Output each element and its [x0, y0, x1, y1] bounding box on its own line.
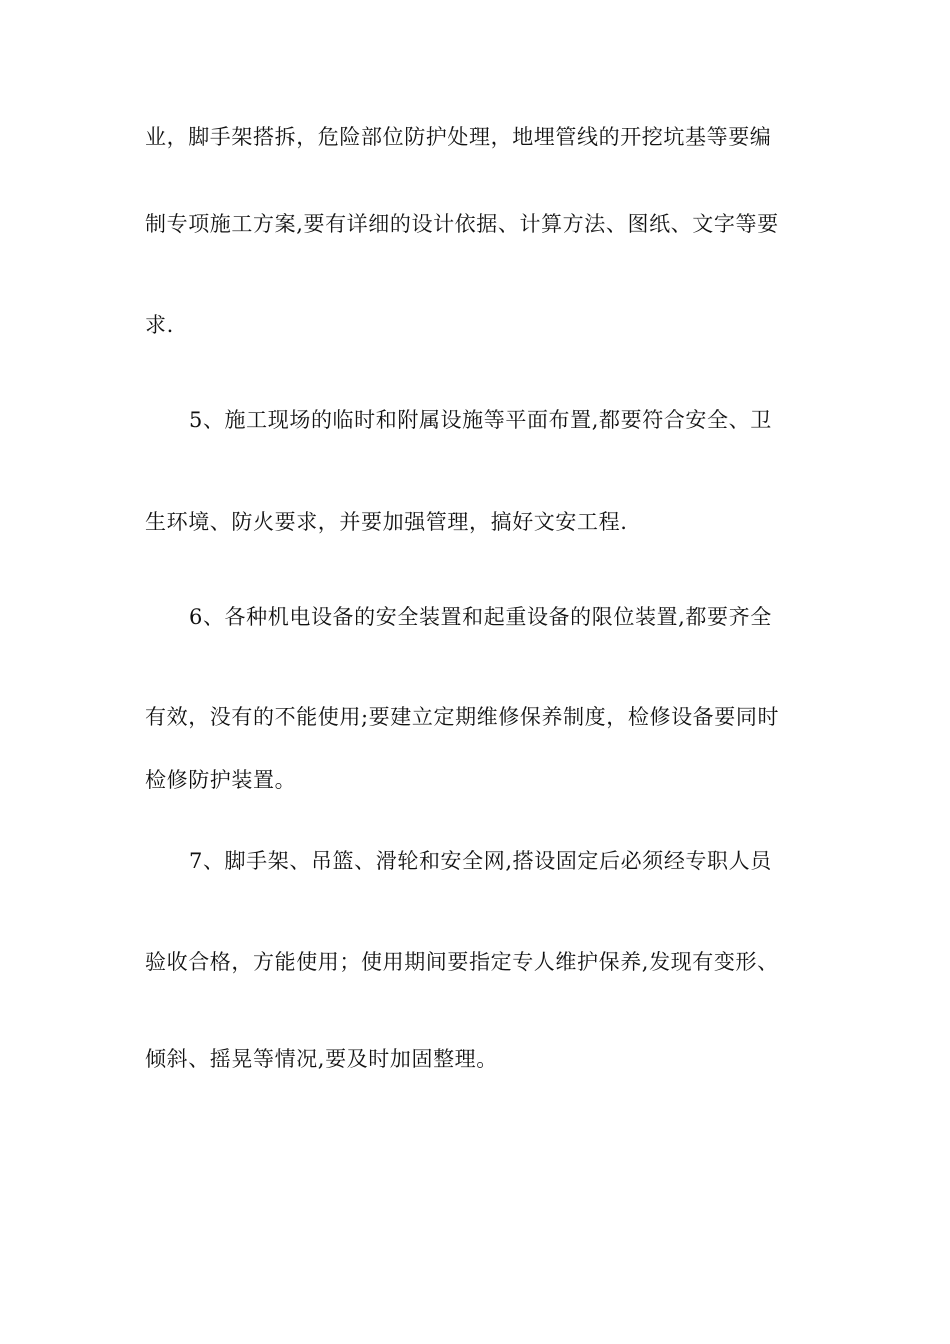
text-line: 倾斜、摇晃等情况,要及时加固整理。 — [145, 1047, 498, 1071]
text-line: 检修防护装置。 — [145, 768, 297, 792]
paragraph-5-first-line: 5、施工现场的临时和附属设施等平面布置,都要符合安全、卫 — [189, 408, 772, 432]
text-line: 业，脚手架搭拆，危险部位防护处理，地埋管线的开挖坑基等要编 — [145, 125, 772, 149]
text-line: 验收合格，方能使用；使用期间要指定专人维护保养,发现有变形、 — [145, 950, 779, 974]
text-line: 生环境、防火要求，并要加强管理，搞好文安工程. — [145, 510, 628, 534]
paragraph-6-first-line: 6、各种机电设备的安全装置和起重设备的限位装置,都要齐全 — [189, 605, 772, 629]
text-line: 制专项施工方案,要有详细的设计依据、计算方法、图纸、文字等要 — [145, 212, 779, 236]
paragraph-7-first-line: 7、脚手架、吊篮、滑轮和安全网,搭设固定后必须经专职人员 — [189, 849, 772, 873]
text-line: 求. — [145, 313, 174, 337]
text-line: 有效，没有的不能使用;要建立定期维修保养制度，检修设备要同时 — [145, 705, 780, 729]
